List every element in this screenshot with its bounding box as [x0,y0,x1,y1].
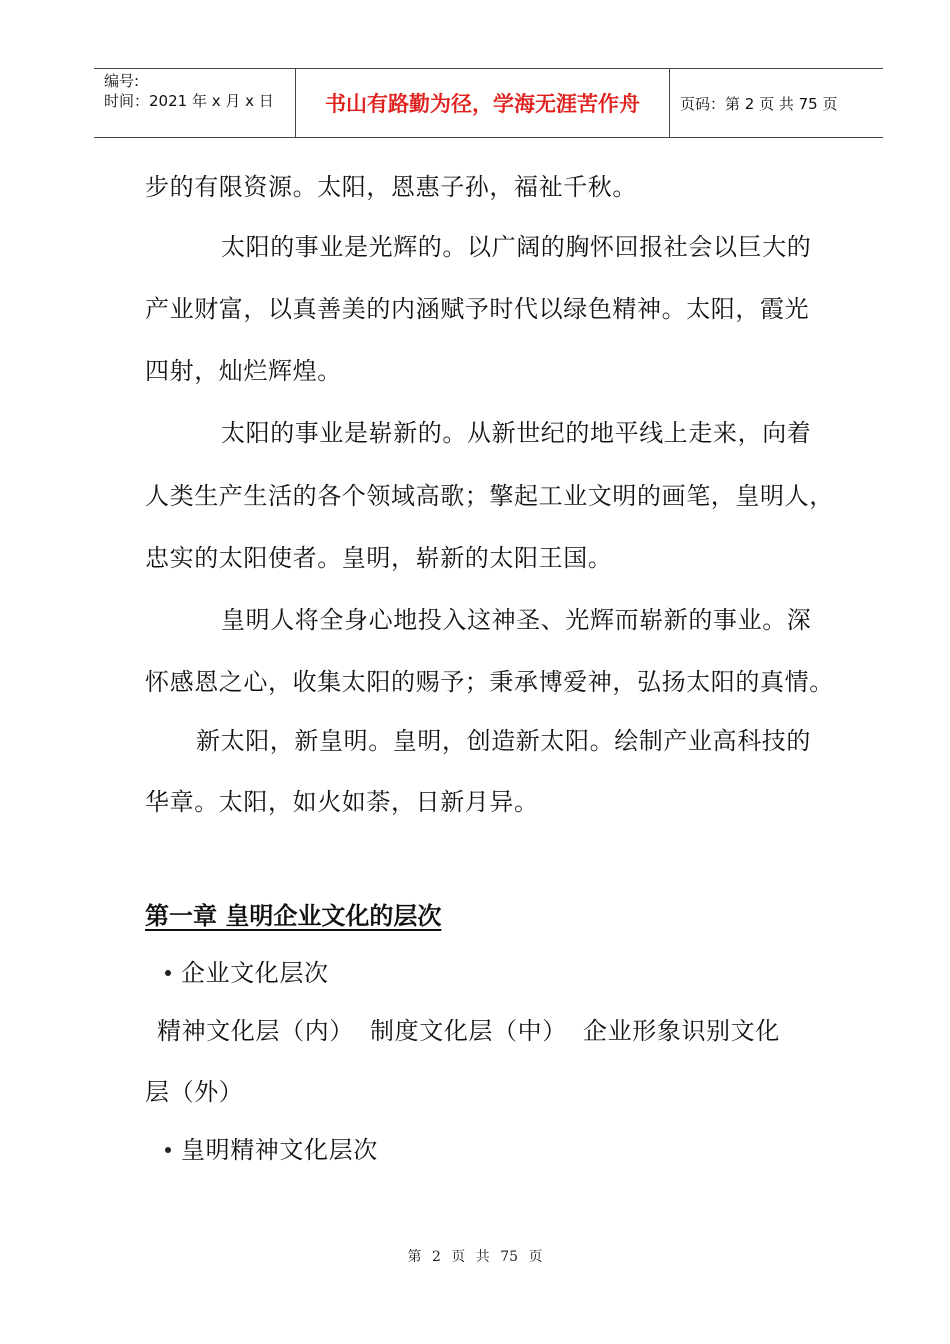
page-footer: 第 2 页 共 75 页 [407,1249,543,1265]
bullet-item [165,958,329,988]
serial-label: 编号: [104,72,140,90]
bullet-icon [165,970,171,976]
paragraph-line: 太阳的事业是崭新的。从新世纪的地平线上走来，向着 [221,419,812,447]
chapter-heading: 第一章 皇明企业文化的层次 [145,901,442,930]
paragraph-line: 新太阳，新皇明。皇明，创造新太阳。绘制产业高科技的 [196,727,811,755]
bullet-item [165,1135,378,1165]
paragraph-line: 怀感恩之心，收集太阳的赐予；秉承博爱神，弘扬太阳的真情。 [145,668,834,696]
paragraph-line: 人类生产生活的各个领域高歌；擎起工业文明的画笔，皇明人， [145,482,834,510]
header-motto: 书山有路勤为径，学海无涯苦作舟 [296,69,670,137]
header-meta [94,69,296,137]
time-label: 时间：2021 年 x 月 x 日 [104,92,274,110]
paragraph-line: 华章。太阳，如火如荼，日新月异。 [145,788,539,816]
paragraph-line: 四射，灿烂辉煌。 [145,357,342,385]
paragraph-line: 步的有限资源。太阳，恩惠子孙，福祉千秋。 [145,173,637,201]
page-header [94,68,883,138]
paragraph-line: 层（外） [145,1078,244,1106]
header-page-info: 页码：第 2 页 共 75 页 [680,94,838,113]
bullet-text: 皇明精神文化层次 [181,1136,378,1164]
paragraph-line: 太阳的事业是光辉的。以广阔的胸怀回报社会以巨大的 [221,233,812,261]
paragraph-line: 皇明人将全身心地投入这神圣、光辉而崭新的事业。深 [221,606,812,634]
bullet-text: 企业文化层次 [181,959,329,987]
bullet-icon [165,1147,171,1153]
paragraph-line: 产业财富，以真善美的内涵赋予时代以绿色精神。太阳，霞光 [145,295,810,323]
paragraph-line: 忠实的太阳使者。皇明，崭新的太阳王国。 [145,544,613,572]
paragraph-line: 精神文化层（内） 制度文化层（中） 企业形象识别文化 [157,1017,780,1045]
